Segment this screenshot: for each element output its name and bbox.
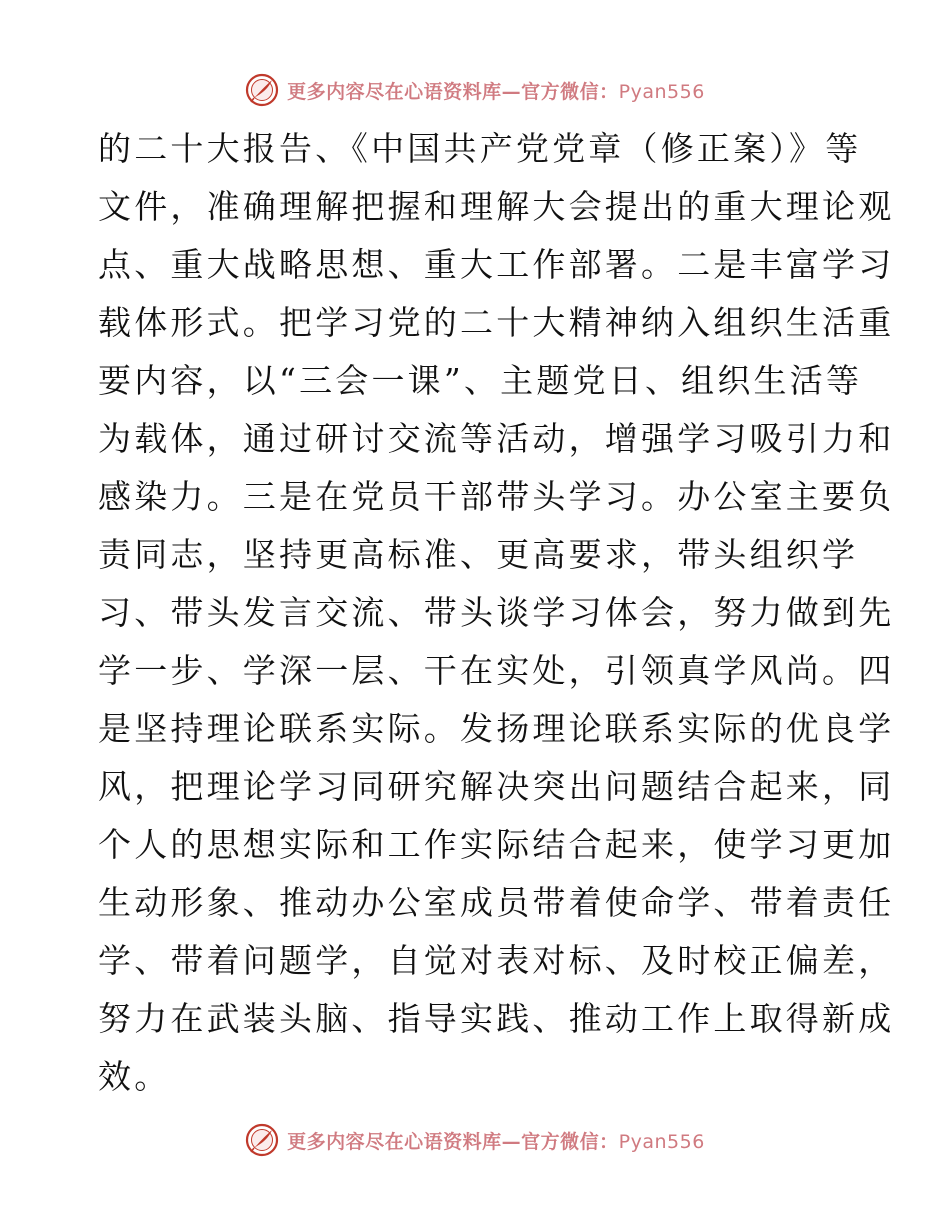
text-line: 学、带着问题学，自觉对表对标、及时校正偏差， [98,941,895,980]
text-line: 个人的思想实际和工作实际结合起来，使学习更加 [98,825,895,864]
text-line: 习、带头发言交流、带头谈学习体会，努力做到先 [98,593,895,632]
feather-circle-logo-icon [245,73,279,107]
text-line: 效。 [98,1057,171,1096]
footer-banner-text: 更多内容尽在心语资料库—官方微信：Pyan556 [287,1130,705,1153]
text-line: 为载体，通过研讨交流等活动，增强学习吸引力和 [98,419,895,458]
text-line: 是坚持理论联系实际。发扬理论联系实际的优良学 [98,709,895,748]
feather-circle-logo-icon [245,1123,279,1157]
text-line: 学一步、学深一层、干在实处，引领真学风尚。四 [98,651,895,690]
text-line: 生动形象、推动办公室成员带着使命学、带着责任 [98,883,895,922]
text-line: 文件，准确理解把握和理解大会提出的重大理论观 [98,187,895,226]
text-line: 责同志，坚持更高标准、更高要求，带头组织学 [98,535,859,574]
text-line: 点、重大战略思想、重大工作部署。二是丰富学习 [98,245,895,284]
header-banner-text: 更多内容尽在心语资料库—官方微信：Pyan556 [287,80,705,103]
text-line: 的二十大报告、《中国共产党党章（修正案）》等 [98,129,862,168]
footer-banner [0,1122,950,1158]
header-banner-brand: Pyan556 [618,80,705,103]
text-line: 载体形式。把学习党的二十大精神纳入组织生活重 [98,303,895,342]
text-line: 要内容，以“三会一课”、主题党日、组织生活等 [98,361,863,400]
footer-banner-brand: Pyan556 [618,1130,705,1153]
header-banner [0,72,950,108]
text-line: 感染力。三是在党员干部带头学习。办公室主要负 [98,477,895,516]
text-line: 努力在武装头脑、指导实践、推动工作上取得新成 [98,999,895,1038]
document-body [98,120,895,1106]
text-line: 风，把理论学习同研究解决突出问题结合起来，同 [98,767,895,806]
